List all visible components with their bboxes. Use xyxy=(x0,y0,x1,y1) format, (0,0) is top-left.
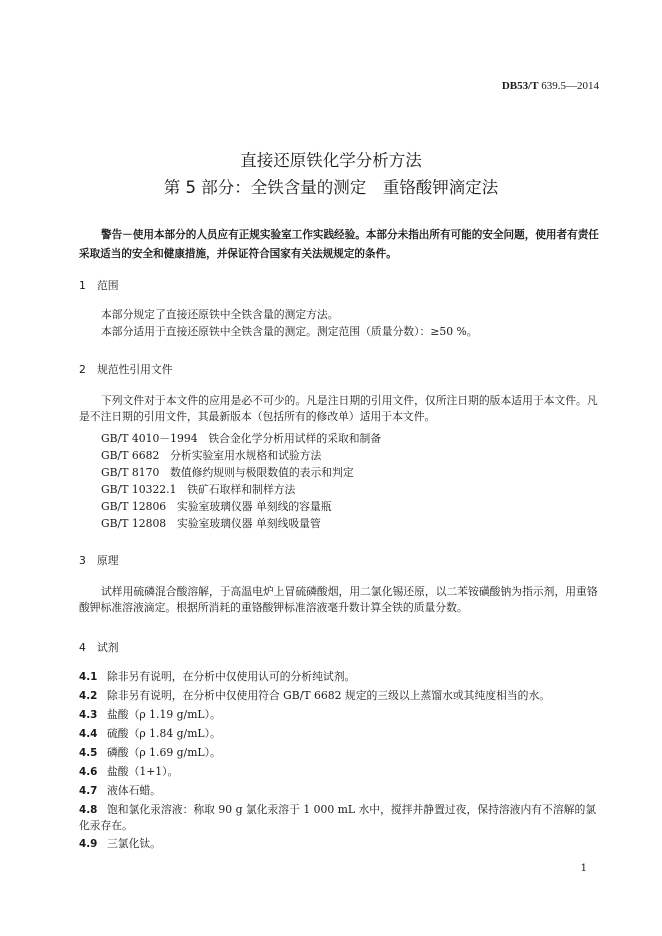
reagent-number: 4.9 xyxy=(79,838,98,850)
reagent-number: 4.2 xyxy=(79,690,98,702)
reagent-text: 盐酸（1+1）。 xyxy=(107,765,179,778)
reagent-text: 除非另有说明，在分析中仅使用认可的分析纯试剂。 xyxy=(107,670,356,683)
reagent-number: 4.8 xyxy=(79,804,98,816)
standard-code-number: 639.5—2014 xyxy=(538,80,599,92)
reagent-item xyxy=(79,726,599,742)
section-number: 2 xyxy=(79,363,86,376)
reagent-text: 三氯化钛。 xyxy=(107,837,161,850)
warning-notice: 警告－使用本部分的人员应有正规实验室工作实践经验。本部分未指出所有可能的安全问题，使用者有责任采取适当的安全和健康措施，并保证符合国家有关法规规定的条件。 xyxy=(79,229,599,260)
reagent-item xyxy=(79,783,599,799)
section-heading-refs xyxy=(79,362,173,377)
refs-intro: 下列文件对于本文件的应用是必不可少的。凡是注日期的引用文件，仅所注日期的版本适用于本文件。凡是不注日期的引用文件，其最新版本（包括所有的修改单）适用于本文件。 xyxy=(79,394,598,423)
document-subtitle: 第 5 部分：全铁含量的测定 重铬酸钾滴定法 xyxy=(163,178,499,197)
reagent-item xyxy=(79,745,599,761)
reagent-item xyxy=(79,802,599,834)
page-number: 1 xyxy=(580,863,587,874)
reagent-number: 4.1 xyxy=(79,671,98,683)
section-number: 1 xyxy=(79,279,86,292)
reference-item: GB/T 4010－1994 铁合金化学分析用试样的采取和制备 xyxy=(101,432,382,445)
section-number: 4 xyxy=(79,641,86,654)
reference-item: GB/T 12808 实验室玻璃仪器 单刻线吸量管 xyxy=(101,517,321,530)
scope-paragraph-1: 本部分规定了直接还原铁中全铁含量的测定方法。 xyxy=(101,308,339,321)
reagent-text: 盐酸（ρ 1.19 g/mL）。 xyxy=(107,708,221,721)
section-heading-principle xyxy=(79,553,119,568)
section-title: 原理 xyxy=(97,554,119,567)
reference-item: GB/T 6682 分析实验室用水规格和试验方法 xyxy=(101,449,322,462)
reagent-number: 4.7 xyxy=(79,785,98,797)
standard-code xyxy=(502,80,599,92)
section-title: 试剂 xyxy=(97,641,119,654)
document-title: 直接还原铁化学分析方法 xyxy=(240,151,422,170)
reagent-text: 饱和氯化汞溶液：称取 90 g 氯化汞溶于 1 000 mL 水中，搅拌并静置过夜，保持溶液内有不溶解的氯化汞存在。 xyxy=(79,803,597,832)
section-heading-reagents xyxy=(79,640,119,655)
reagent-number: 4.5 xyxy=(79,747,98,759)
reference-item: GB/T 10322.1 铁矿石取样和制样方法 xyxy=(101,483,296,496)
reagent-text: 硫酸（ρ 1.84 g/mL）。 xyxy=(107,727,221,740)
reagent-number: 4.3 xyxy=(79,709,98,721)
reagent-text: 磷酸（ρ 1.69 g/mL）。 xyxy=(107,746,221,759)
section-number: 3 xyxy=(79,554,86,567)
reagent-item xyxy=(79,688,599,704)
reagent-item xyxy=(79,669,599,685)
reference-item: GB/T 8170 数值修约规则与极限数值的表示和判定 xyxy=(101,466,354,479)
section-title: 范围 xyxy=(97,279,119,292)
reagent-text: 液体石蜡。 xyxy=(107,784,161,797)
reagent-text: 除非另有说明，在分析中仅使用符合 GB/T 6682 规定的三级以上蒸馏水或其纯度相当的水。 xyxy=(107,689,551,702)
reagent-number: 4.4 xyxy=(79,728,98,740)
section-heading-scope xyxy=(79,278,119,293)
scope-paragraph-2: 本部分适用于直接还原铁中全铁含量的测定。测定范围（质量分数）：≥50 %。 xyxy=(101,325,478,338)
reagent-item xyxy=(79,836,599,852)
reference-item: GB/T 12806 实验室玻璃仪器 单刻线的容量瓶 xyxy=(101,500,332,513)
principle-paragraph: 试样用硫磷混合酸溶解，于高温电炉上冒硫磷酸烟，用二氯化锡还原，以二苯铵磺酸钠为指示剂，用重铬酸钾标准溶液滴定。根据所消耗的重铬酸钾标准溶液毫升数计算全铁的质量分数。 xyxy=(79,585,598,614)
section-title: 规范性引用文件 xyxy=(97,363,173,376)
standard-code-prefix: DB53/T xyxy=(501,80,539,92)
reagent-item xyxy=(79,764,599,780)
reagent-number: 4.6 xyxy=(79,766,98,778)
reagent-item xyxy=(79,707,599,723)
